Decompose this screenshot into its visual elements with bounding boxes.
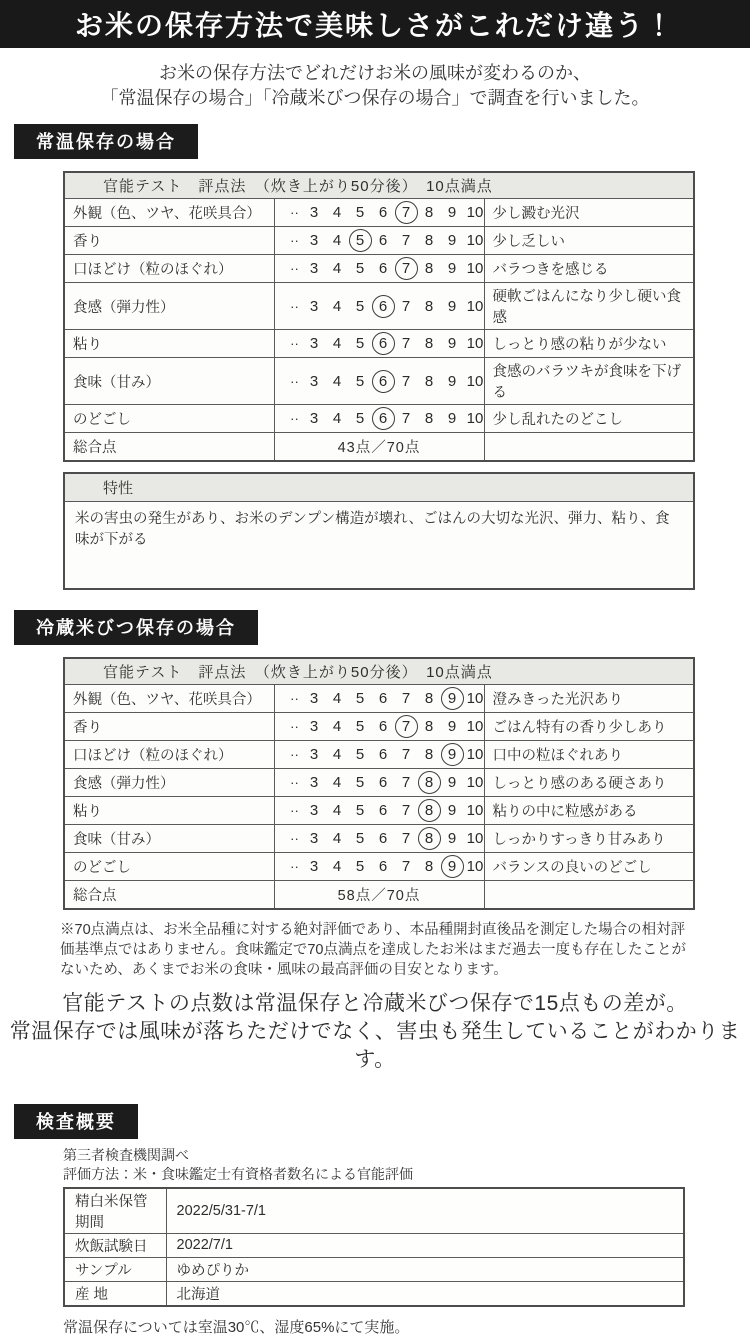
- scale-token: 9: [447, 774, 457, 791]
- traits-header: 特性: [65, 474, 693, 502]
- score-row: [64, 255, 694, 283]
- circled-score: 5: [349, 229, 372, 252]
- circled-score: 6: [372, 295, 395, 318]
- scale-token: ··: [290, 233, 299, 248]
- scale-token: 4: [332, 802, 342, 819]
- scale-token: 7: [401, 372, 411, 390]
- scale-token: 7: [401, 410, 411, 427]
- scale-token: 3: [309, 858, 319, 875]
- scale-token: 4: [332, 204, 342, 221]
- overview-source: 第三者検査機関調べ: [63, 1146, 189, 1163]
- table-title: 官能テスト 評点法 （炊き上がり50分後） 10点満点: [64, 172, 694, 199]
- score-row: [64, 741, 694, 769]
- scale-token: ··: [290, 775, 299, 790]
- scale-token: 6: [378, 774, 388, 791]
- scale-token: 3: [309, 372, 319, 390]
- scale-token: 8: [424, 372, 434, 390]
- scale-token: 4: [332, 690, 342, 707]
- scale-token: 3: [309, 232, 319, 249]
- overview-row: [64, 1188, 684, 1234]
- criterion-label: のどごし: [64, 405, 274, 433]
- score-comment: 少し乱れたのどこし: [484, 405, 694, 433]
- scale-token: 10: [466, 690, 484, 707]
- scale-token: 3: [309, 774, 319, 791]
- table-header-row: [64, 658, 694, 685]
- scale-token: ··: [290, 205, 299, 220]
- overview-method: 評価方法：米・食味鑑定士有資格者数名による官能評価: [63, 1165, 413, 1182]
- scale-token: 6: [378, 690, 388, 707]
- scale-token: 7: [401, 690, 411, 707]
- scale-token: 7: [401, 830, 411, 847]
- overview-row: [64, 1233, 684, 1257]
- score-scale: [274, 741, 484, 769]
- section-label-room-temp: 常温保存の場合: [14, 124, 198, 159]
- score-scale: [274, 358, 484, 405]
- section-label-overview: 検査概要: [14, 1104, 138, 1139]
- scale-token: 5: [355, 858, 365, 875]
- scale-token: 9: [447, 232, 457, 249]
- scale-token: 5: [355, 690, 365, 707]
- score-scale: [274, 330, 484, 358]
- overview-row-label: 炊飯試験日: [64, 1233, 166, 1257]
- scale-token: 4: [332, 774, 342, 791]
- scale-token: ··: [290, 859, 299, 874]
- scale-token: 6: [378, 260, 388, 277]
- intro-text: [0, 61, 750, 111]
- score-row: [64, 769, 694, 797]
- circled-score: 9: [441, 855, 464, 878]
- criterion-label: 食感（弾力性）: [64, 283, 274, 330]
- scale-token: 4: [332, 232, 342, 249]
- total-value: 58点／70点: [274, 881, 484, 909]
- criterion-label: 食感（弾力性）: [64, 769, 274, 797]
- score-row: [64, 199, 694, 227]
- conclusion-line-1: 官能テストの点数は常温保存と冷蔵米びつ保存で15点もの差が。: [62, 991, 688, 1015]
- score-comment: 口中の粒ほぐれあり: [484, 741, 694, 769]
- score-scale: [274, 255, 484, 283]
- scale-token: 4: [332, 718, 342, 735]
- scale-token: 9: [447, 802, 457, 819]
- criterion-label: 外観（色、ツヤ、花咲具合）: [64, 685, 274, 713]
- score-scale: [274, 769, 484, 797]
- total-comment: [484, 881, 694, 909]
- overview-row-value: 2022/7/1: [166, 1233, 684, 1257]
- scale-token: ··: [290, 298, 299, 314]
- scale-token: 8: [424, 260, 434, 277]
- total-row: [64, 881, 694, 909]
- scale-token: 3: [309, 718, 319, 735]
- score-row: [64, 405, 694, 433]
- score-scale: [274, 853, 484, 881]
- intro-line-1: お米の保存方法でどれだけお米の風味が変わるのか、: [159, 63, 591, 83]
- scale-token: 9: [447, 372, 457, 390]
- score-comment: 少し乏しい: [484, 227, 694, 255]
- score-row: [64, 358, 694, 405]
- score-scale: [274, 825, 484, 853]
- scale-token: 10: [466, 858, 484, 875]
- scale-token: 5: [355, 746, 365, 763]
- overview-row-label: サンプル: [64, 1257, 166, 1281]
- scale-token: 5: [355, 372, 365, 390]
- scale-token: 10: [466, 232, 484, 249]
- score-comment: 少し澱む光沢: [484, 199, 694, 227]
- total-label: 総合点: [64, 881, 274, 909]
- traits-box: [63, 472, 695, 591]
- conclusion-line-2: 常温保存では風味が落ちただけでなく、害虫も発生していることがわかります。: [9, 1019, 741, 1071]
- score-scale: [274, 227, 484, 255]
- scale-token: 5: [355, 802, 365, 819]
- score-row: [64, 227, 694, 255]
- score-comment: 食感のバラツキが食味を下げる: [484, 358, 694, 405]
- overview-row-label: 産 地: [64, 1281, 166, 1306]
- scale-token: 7: [401, 746, 411, 763]
- criterion-label: 粘り: [64, 330, 274, 358]
- score-scale: [274, 405, 484, 433]
- intro-line-2: 「常温保存の場合」「冷蔵米びつ保存の場合」で調査を行いました。: [100, 88, 650, 108]
- circled-score: 7: [395, 201, 418, 224]
- criterion-label: 外観（色、ツヤ、花咲具合）: [64, 199, 274, 227]
- total-row: [64, 433, 694, 461]
- scale-token: 4: [332, 260, 342, 277]
- scale-token: 3: [309, 802, 319, 819]
- circled-score: 6: [372, 370, 395, 393]
- scale-token: 8: [424, 297, 434, 315]
- scale-token: 7: [401, 858, 411, 875]
- scale-token: 6: [378, 718, 388, 735]
- criterion-label: 香り: [64, 713, 274, 741]
- overview-row: [64, 1257, 684, 1281]
- overview-row: [64, 1281, 684, 1306]
- scale-token: 7: [401, 232, 411, 249]
- scale-token: 6: [378, 802, 388, 819]
- scale-token: 9: [447, 297, 457, 315]
- scale-token: 8: [424, 204, 434, 221]
- scale-token: ··: [290, 373, 299, 389]
- scale-token: 5: [355, 718, 365, 735]
- scale-token: 4: [332, 858, 342, 875]
- score-scale: [274, 797, 484, 825]
- scale-token: 5: [355, 260, 365, 277]
- score-row: [64, 713, 694, 741]
- criterion-label: 食味（甘み）: [64, 825, 274, 853]
- scale-token: ··: [290, 336, 299, 351]
- note-70-points: ※70点満点は、お米全品種に対する絶対評価であり、本品種開封直後品を測定した場合の相対評価基準点ではありません。食味鑑定で70点満点を達成したお米はまだ過去一度も存在したことがないため、あくまでお米の食味・風味の最高評価の目安となります。: [60, 921, 686, 978]
- scale-token: 10: [466, 746, 484, 763]
- score-comment: しっとり感のある硬さあり: [484, 769, 694, 797]
- scale-token: 4: [332, 746, 342, 763]
- scale-token: 6: [378, 830, 388, 847]
- total-comment: [484, 433, 694, 461]
- scale-token: 8: [424, 232, 434, 249]
- scale-token: 7: [401, 774, 411, 791]
- overview-row-label: 精白米保管期間: [64, 1188, 166, 1234]
- scale-token: 6: [378, 232, 388, 249]
- criterion-label: 食味（甘み）: [64, 358, 274, 405]
- score-comment: ごはん特有の香り少しあり: [484, 713, 694, 741]
- scale-token: 7: [401, 802, 411, 819]
- scale-token: 10: [466, 830, 484, 847]
- scale-token: 3: [309, 746, 319, 763]
- scale-token: 3: [309, 297, 319, 315]
- scale-token: 9: [447, 335, 457, 352]
- overview-footnote: 常温保存については室温30℃、湿度65%にて実施。: [63, 1318, 410, 1336]
- circled-score: 8: [418, 799, 441, 822]
- scale-token: 10: [466, 372, 484, 390]
- scale-token: ··: [290, 803, 299, 818]
- scale-token: 6: [378, 204, 388, 221]
- scale-token: 8: [424, 746, 434, 763]
- scale-token: ··: [290, 747, 299, 762]
- scale-token: 10: [466, 297, 484, 315]
- score-row: [64, 825, 694, 853]
- circled-score: 6: [372, 332, 395, 355]
- circled-score: 6: [372, 407, 395, 430]
- scale-token: ··: [290, 411, 299, 426]
- scale-token: 10: [466, 335, 484, 352]
- circled-score: 7: [395, 715, 418, 738]
- scale-token: 6: [378, 858, 388, 875]
- scale-token: 3: [309, 204, 319, 221]
- score-row: [64, 330, 694, 358]
- scale-token: 3: [309, 830, 319, 847]
- score-comment: しっとり感の粘りが少ない: [484, 330, 694, 358]
- scale-token: 3: [309, 690, 319, 707]
- criterion-label: 口ほどけ（粒のほぐれ）: [64, 255, 274, 283]
- scale-token: 5: [355, 335, 365, 352]
- sensory-table-fridge: [63, 657, 695, 910]
- score-scale: [274, 685, 484, 713]
- scale-token: 10: [466, 718, 484, 735]
- scale-token: 10: [466, 802, 484, 819]
- scale-token: 3: [309, 335, 319, 352]
- scale-token: ··: [290, 691, 299, 706]
- score-row: [64, 685, 694, 713]
- scale-token: 9: [447, 718, 457, 735]
- scale-token: 8: [424, 410, 434, 427]
- score-row: [64, 283, 694, 330]
- scale-token: 9: [447, 830, 457, 847]
- traits-body: 米の害虫の発生があり、お米のデンプン構造が壊れ、ごはんの大切な光沢、弾力、粘り、食味が下がる: [75, 510, 670, 549]
- scale-token: 10: [466, 260, 484, 277]
- scale-token: 4: [332, 297, 342, 315]
- scale-token: 9: [447, 410, 457, 427]
- total-value: 43点／70点: [274, 433, 484, 461]
- scale-token: 6: [378, 746, 388, 763]
- scale-token: ··: [290, 261, 299, 276]
- circled-score: 8: [418, 827, 441, 850]
- scale-token: ··: [290, 831, 299, 846]
- scale-token: ··: [290, 719, 299, 734]
- scale-token: 5: [355, 774, 365, 791]
- scale-token: 4: [332, 372, 342, 390]
- scale-token: 8: [424, 335, 434, 352]
- score-scale: [274, 199, 484, 227]
- scale-token: 4: [332, 410, 342, 427]
- score-comment: バラつきを感じる: [484, 255, 694, 283]
- criterion-label: 口ほどけ（粒のほぐれ）: [64, 741, 274, 769]
- scale-token: 8: [424, 690, 434, 707]
- score-scale: [274, 713, 484, 741]
- scale-token: 8: [424, 718, 434, 735]
- section-label-fridge: 冷蔵米びつ保存の場合: [14, 610, 258, 645]
- criterion-label: 香り: [64, 227, 274, 255]
- score-comment: バランスの良いのどごし: [484, 853, 694, 881]
- scale-token: 9: [447, 260, 457, 277]
- page-title-banner: [0, 0, 750, 48]
- scale-token: 3: [309, 410, 319, 427]
- scale-token: 4: [332, 335, 342, 352]
- overview-row-value: 2022/5/31-7/1: [166, 1188, 684, 1234]
- sensory-table-room-temp: [63, 171, 695, 462]
- scale-token: 10: [466, 774, 484, 791]
- scale-token: 8: [424, 858, 434, 875]
- score-comment: 硬軟ごはんになり少し硬い食感: [484, 283, 694, 330]
- score-comment: 澄みきった光沢あり: [484, 685, 694, 713]
- scale-token: 7: [401, 297, 411, 315]
- scale-token: 4: [332, 830, 342, 847]
- score-comment: 粘りの中に粒感がある: [484, 797, 694, 825]
- table-header-row: [64, 172, 694, 199]
- overview-row-value: 北海道: [166, 1281, 684, 1306]
- scale-token: 10: [466, 204, 484, 221]
- scale-token: 5: [355, 204, 365, 221]
- circled-score: 9: [441, 743, 464, 766]
- score-comment: しっかりすっきり甘みあり: [484, 825, 694, 853]
- criterion-label: 粘り: [64, 797, 274, 825]
- table-title: 官能テスト 評点法 （炊き上がり50分後） 10点満点: [64, 658, 694, 685]
- page-title: お米の保存方法で美味しさがこれだけ違う！: [74, 11, 675, 42]
- criterion-label: のどごし: [64, 853, 274, 881]
- score-scale: [274, 283, 484, 330]
- scale-token: 10: [466, 410, 484, 427]
- score-row: [64, 853, 694, 881]
- total-label: 総合点: [64, 433, 274, 461]
- overview-row-value: ゆめぴりか: [166, 1257, 684, 1281]
- scale-token: 7: [401, 335, 411, 352]
- scale-token: 9: [447, 204, 457, 221]
- overview-table: [63, 1187, 685, 1307]
- conclusion-text: [0, 990, 750, 1074]
- circled-score: 9: [441, 687, 464, 710]
- scale-token: 5: [355, 830, 365, 847]
- scale-token: 3: [309, 260, 319, 277]
- scale-token: 5: [355, 297, 365, 315]
- scale-token: 5: [355, 410, 365, 427]
- circled-score: 7: [395, 257, 418, 280]
- circled-score: 8: [418, 771, 441, 794]
- score-row: [64, 797, 694, 825]
